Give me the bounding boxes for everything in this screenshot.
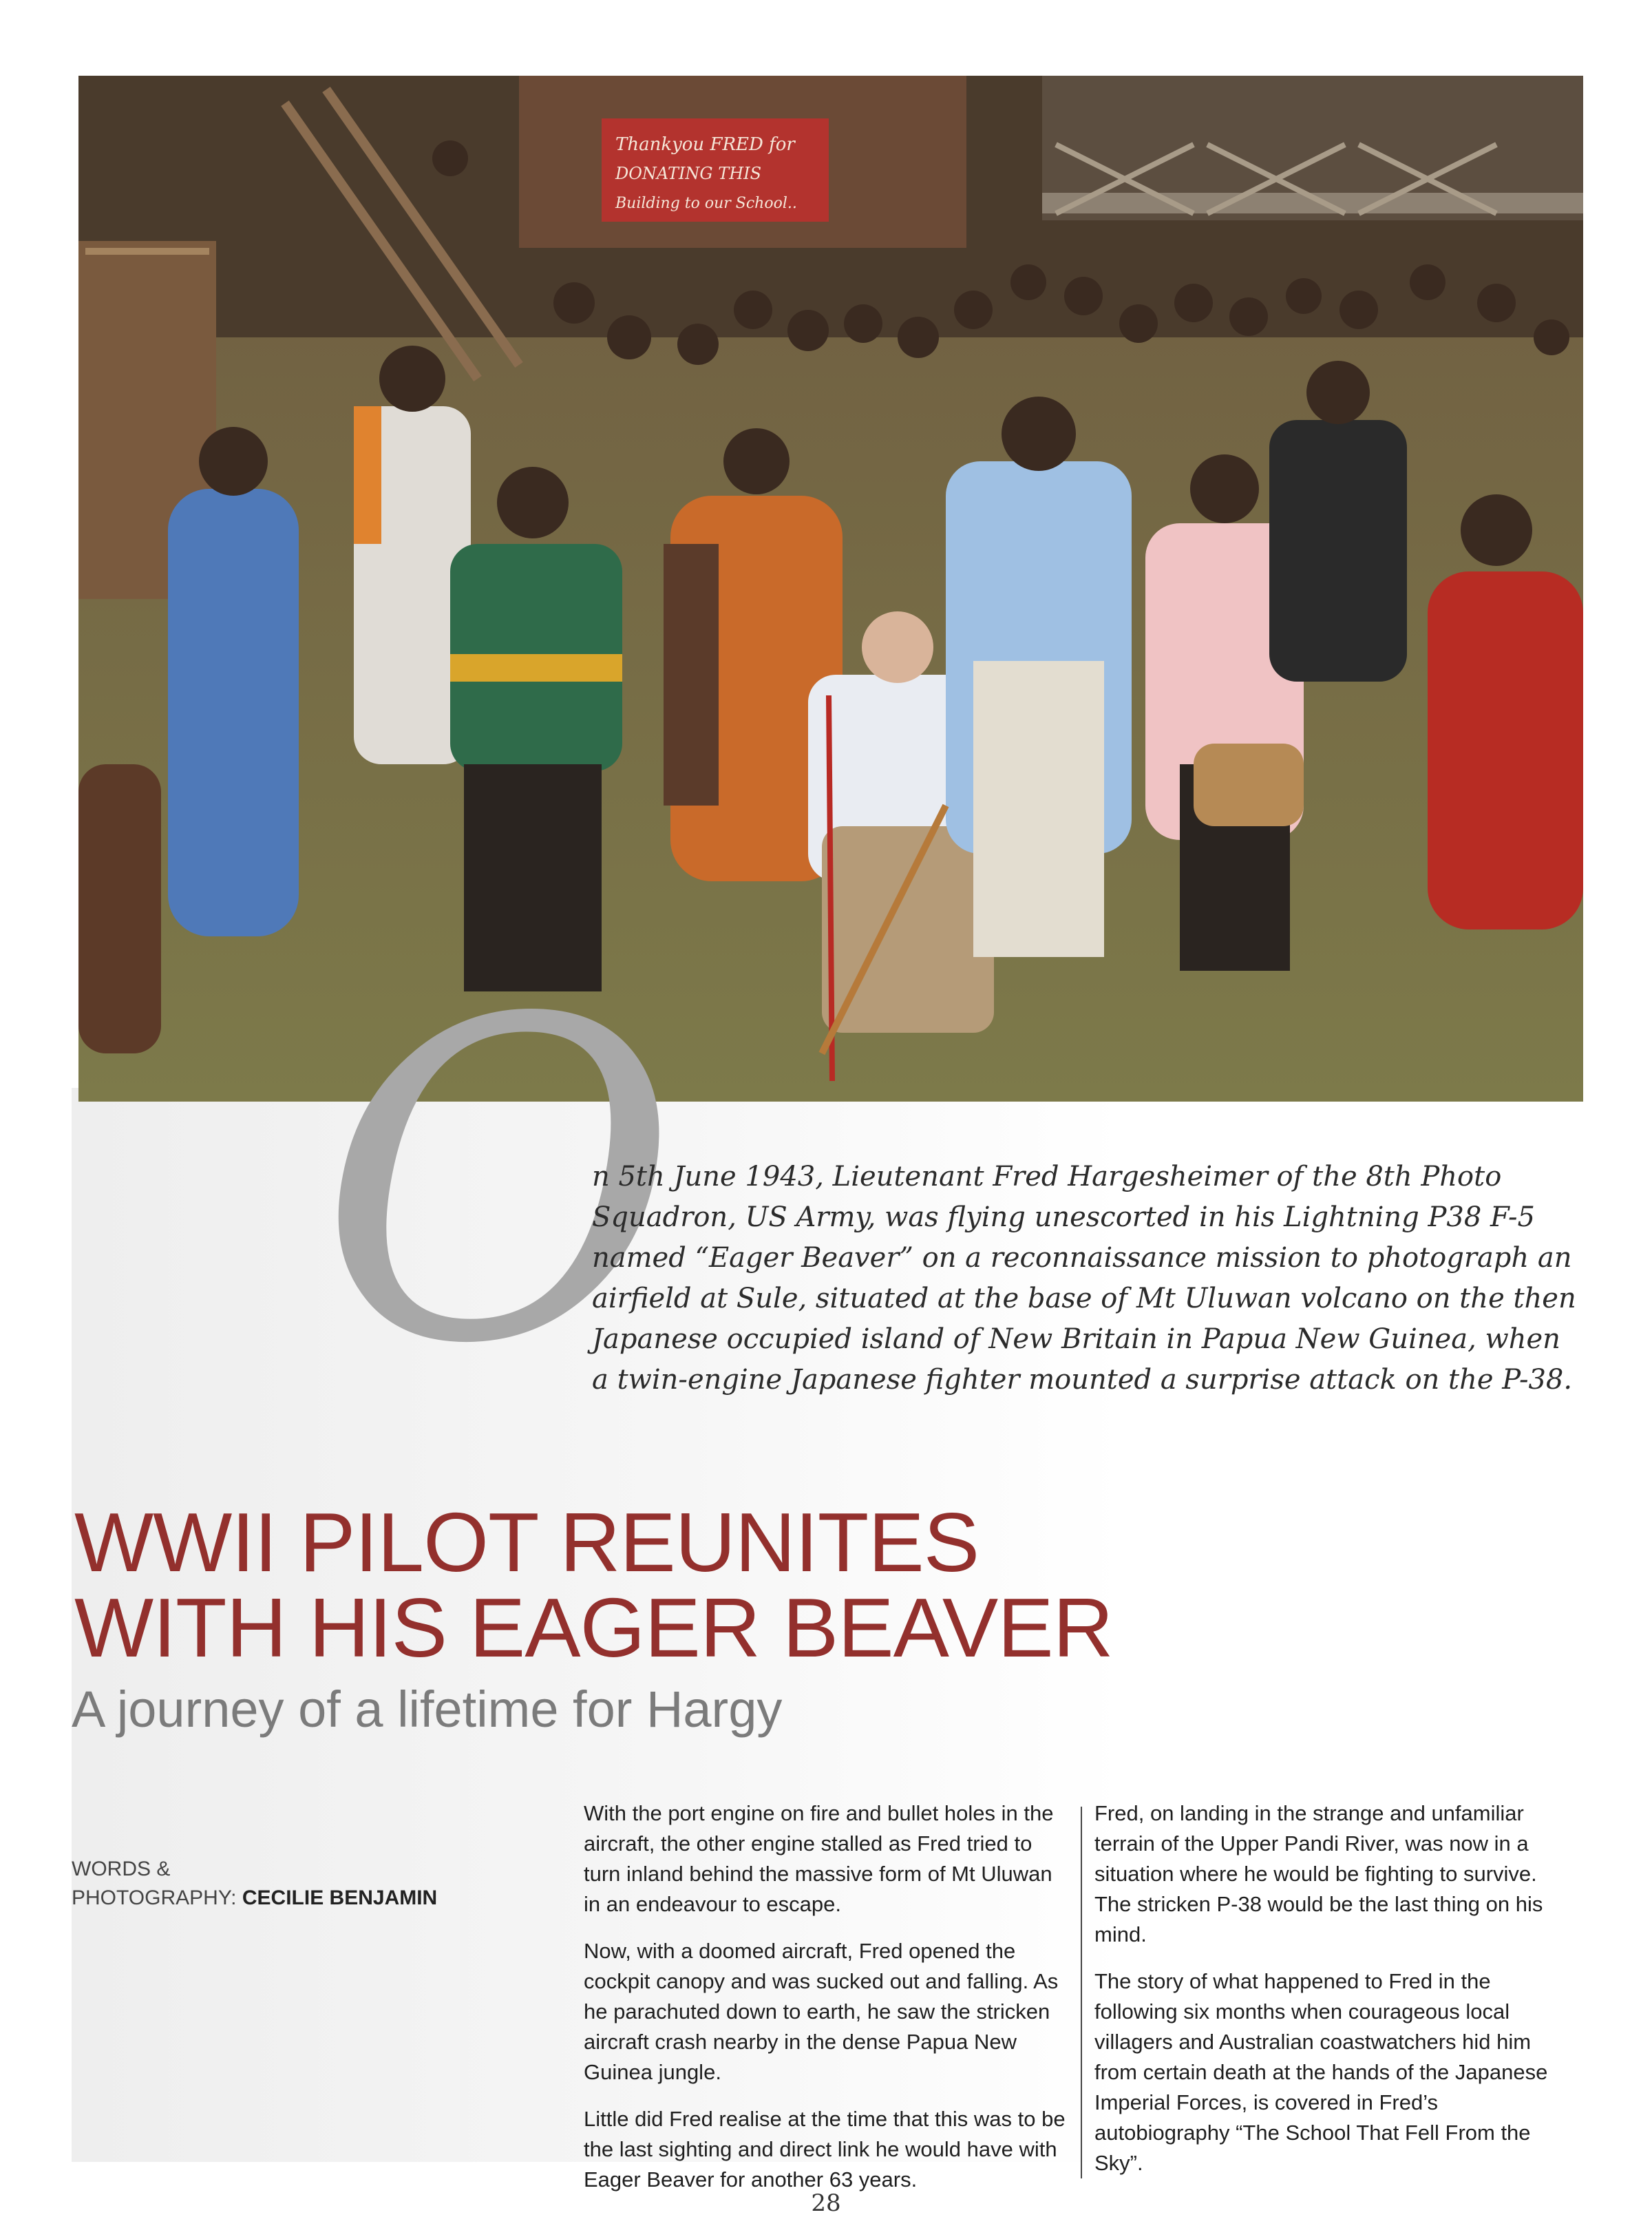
body-column-1 <box>584 1798 1066 2211</box>
drop-cap <box>311 927 679 1440</box>
article-subhead: A journey of a lifetime for Hargy <box>72 1681 783 1738</box>
body-column-2 <box>1094 1798 1576 2195</box>
byline <box>72 1855 526 1913</box>
article-headline <box>74 1495 1245 1674</box>
body-paragraph: With the port engine on fire and bullet holes in the aircraft, the other engine stalled as Fred tried to turn inland behind the massive form of Mt Uluwan in an endeavour to escape. <box>584 1801 1054 1916</box>
body-paragraph: Little did Fred realise at the time that this was to be the last sighting and direct link he would have with Eager Beaver for another 63 years. <box>584 2107 1066 2192</box>
body-paragraph: Fred, on landing in the strange and unfamiliar terrain of the Upper Pandi River, was now in a situation where he would be fighting to survive. The stricken P-38 would be the last thing on his mind. <box>1094 1801 1543 1946</box>
column-divider <box>1081 1807 1082 2178</box>
byline-label-1: WORDS & <box>72 1858 171 1880</box>
sign-line-3: Building to our School.. <box>615 195 797 212</box>
drop-cap-letter: O <box>318 927 679 1440</box>
sign-line-1: Thankyou FRED for <box>615 134 795 155</box>
headline-line-1: WWII PILOT REUNITES <box>74 1495 979 1589</box>
sign-line-2: DONATING THIS <box>615 164 762 183</box>
body-paragraph: Now, with a doomed aircraft, Fred opened the cockpit canopy and was sucked out and falling. As he parachuted down to earth, he saw the stricken aircraft crash nearby in the dense Papua New Guinea jungle. <box>584 1939 1059 2084</box>
page-number: 28 <box>811 2189 841 2217</box>
byline-label-2-text: PHOTOGRAPHY: <box>72 1887 237 1909</box>
lede-paragraph: n 5th June 1943, Lieutenant Fred Hargesheimer of the 8th Photo Squadron, US Army, was flying unescorted in his Lightning P38 F-5 named “Eager Beaver” on a reconnaissance mission to photograph an airfield at Sule, situated at the base of Mt Uluwan volcano on the then Japanese occupied island of New Britain in Papua New Guinea, when a twin-engine Japanese fighter mounted a surprise attack on the P-38. <box>592 1161 1576 1396</box>
headline-line-2: WITH HIS EAGER BEAVER <box>74 1581 1113 1674</box>
photo-illustration <box>78 76 1583 1102</box>
school-sign <box>602 118 829 222</box>
byline-author: CECILIE BENJAMIN <box>242 1887 438 1909</box>
group-photo <box>78 76 1583 1102</box>
byline-label-2 <box>72 1884 526 1913</box>
body-paragraph: The story of what happened to Fred in the following six months when courageous local villagers and Australian coastwatchers hid him from certain death at the hands of the Japanese Imperial Forces, is covered in Fred’s autobiography “The School That Fell From the Sky”. <box>1094 1969 1548 2175</box>
